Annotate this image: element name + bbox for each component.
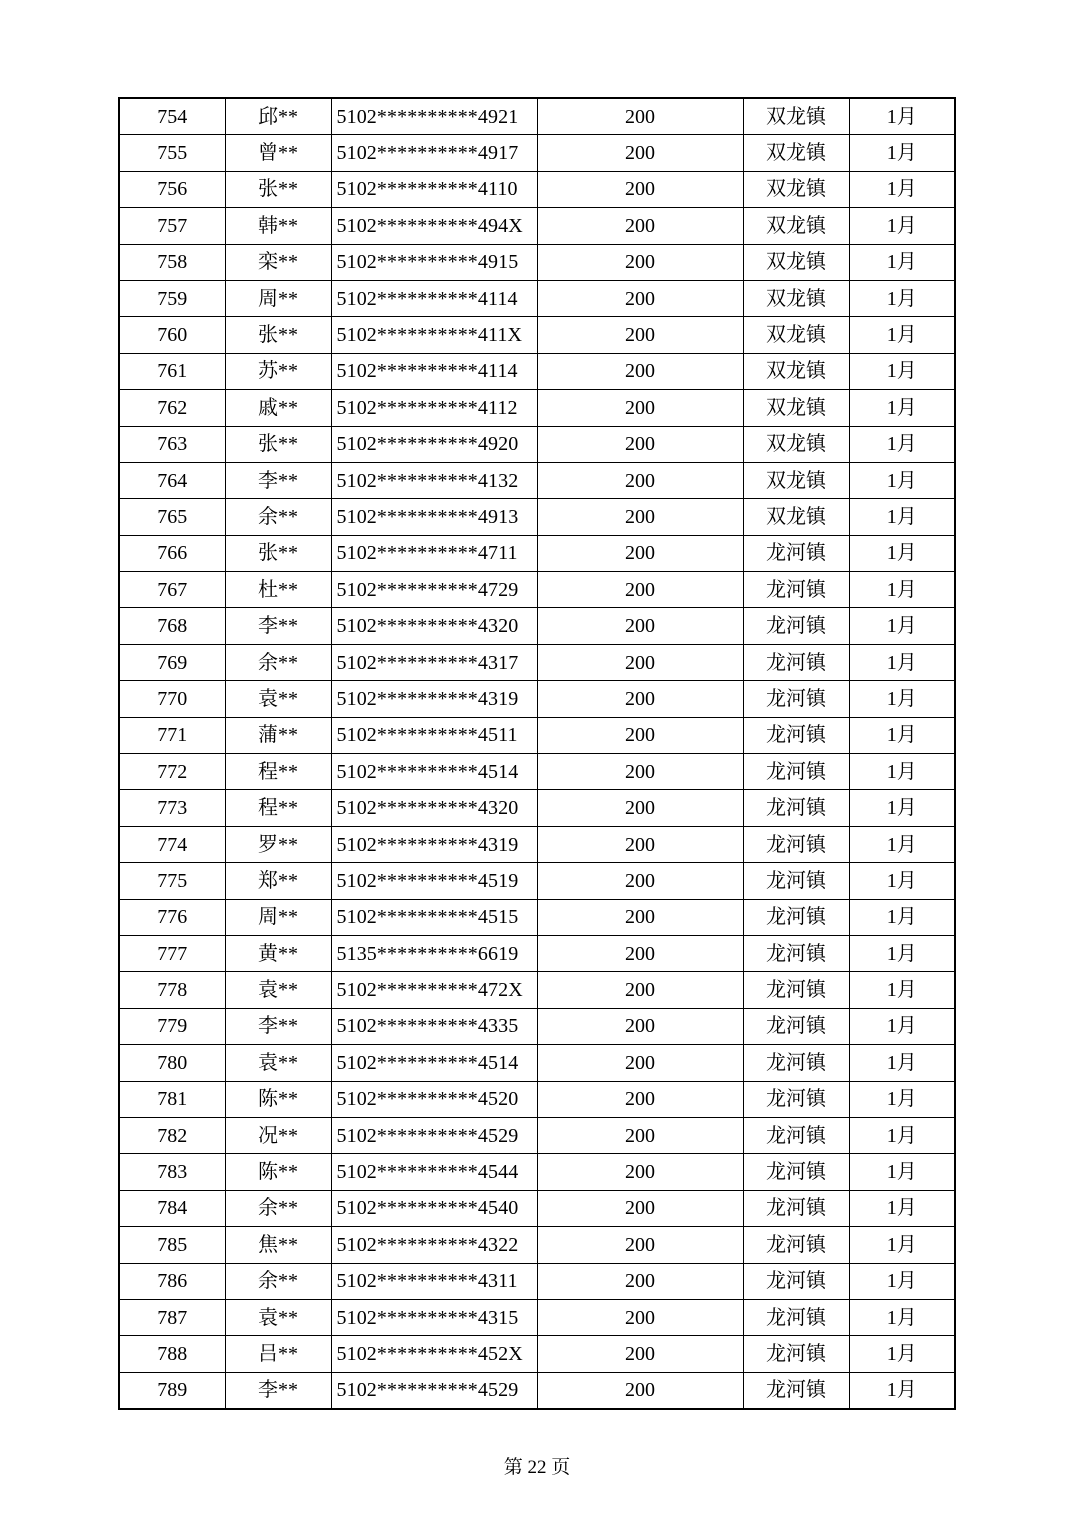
amount-cell: 200 <box>537 1372 743 1409</box>
month-cell: 1月 <box>849 1154 955 1190</box>
table-row <box>119 826 955 862</box>
town-cell: 龙河镇 <box>743 681 849 717</box>
id-number-cell: 5102**********4519 <box>331 863 537 899</box>
name-cell: 邱** <box>225 98 331 135</box>
amount-cell: 200 <box>537 899 743 935</box>
name-cell: 李** <box>225 1372 331 1409</box>
table-row <box>119 1154 955 1190</box>
town-cell: 双龙镇 <box>743 244 849 280</box>
amount-cell: 200 <box>537 1190 743 1226</box>
month-cell: 1月 <box>849 353 955 389</box>
row-number-cell: 789 <box>119 1372 225 1409</box>
id-number-cell: 5102**********494X <box>331 208 537 244</box>
id-number-cell: 5102**********4315 <box>331 1299 537 1335</box>
id-number-cell: 5135**********6619 <box>331 935 537 971</box>
table-row <box>119 1117 955 1153</box>
month-cell: 1月 <box>849 1227 955 1263</box>
table-row <box>119 972 955 1008</box>
roster-body <box>119 98 955 1409</box>
amount-cell: 200 <box>537 1263 743 1299</box>
id-number-cell: 5102**********4915 <box>331 244 537 280</box>
town-cell: 双龙镇 <box>743 171 849 207</box>
id-number-cell: 5102**********4132 <box>331 462 537 498</box>
row-number-cell: 778 <box>119 972 225 1008</box>
town-cell: 双龙镇 <box>743 353 849 389</box>
row-number-cell: 754 <box>119 98 225 135</box>
name-cell: 蒲** <box>225 717 331 753</box>
town-cell: 龙河镇 <box>743 1299 849 1335</box>
month-cell: 1月 <box>849 972 955 1008</box>
town-cell: 双龙镇 <box>743 499 849 535</box>
month-cell: 1月 <box>849 171 955 207</box>
amount-cell: 200 <box>537 135 743 171</box>
town-cell: 龙河镇 <box>743 1117 849 1153</box>
table-row <box>119 572 955 608</box>
month-cell: 1月 <box>849 681 955 717</box>
month-cell: 1月 <box>849 244 955 280</box>
name-cell: 袁** <box>225 1299 331 1335</box>
id-number-cell: 5102**********4515 <box>331 899 537 935</box>
town-cell: 龙河镇 <box>743 899 849 935</box>
row-number-cell: 766 <box>119 535 225 571</box>
row-number-cell: 755 <box>119 135 225 171</box>
row-number-cell: 779 <box>119 1008 225 1044</box>
name-cell: 李** <box>225 462 331 498</box>
table-row <box>119 644 955 680</box>
month-cell: 1月 <box>849 863 955 899</box>
id-number-cell: 5102**********411X <box>331 317 537 353</box>
name-cell: 余** <box>225 1263 331 1299</box>
table-row <box>119 390 955 426</box>
row-number-cell: 777 <box>119 935 225 971</box>
table-row <box>119 317 955 353</box>
row-number-cell: 782 <box>119 1117 225 1153</box>
amount-cell: 200 <box>537 1045 743 1081</box>
id-number-cell: 5102**********4319 <box>331 681 537 717</box>
row-number-cell: 771 <box>119 717 225 753</box>
month-cell: 1月 <box>849 717 955 753</box>
amount-cell: 200 <box>537 754 743 790</box>
name-cell: 袁** <box>225 972 331 1008</box>
table-row <box>119 608 955 644</box>
row-number-cell: 759 <box>119 280 225 316</box>
name-cell: 周** <box>225 899 331 935</box>
name-cell: 郑** <box>225 863 331 899</box>
amount-cell: 200 <box>537 1336 743 1372</box>
name-cell: 张** <box>225 171 331 207</box>
amount-cell: 200 <box>537 790 743 826</box>
table-row <box>119 426 955 462</box>
amount-cell: 200 <box>537 1299 743 1335</box>
amount-cell: 200 <box>537 644 743 680</box>
month-cell: 1月 <box>849 535 955 571</box>
amount-cell: 200 <box>537 499 743 535</box>
town-cell: 双龙镇 <box>743 317 849 353</box>
town-cell: 龙河镇 <box>743 826 849 862</box>
id-number-cell: 5102**********4320 <box>331 790 537 826</box>
month-cell: 1月 <box>849 935 955 971</box>
amount-cell: 200 <box>537 681 743 717</box>
table-row <box>119 98 955 135</box>
table-row <box>119 280 955 316</box>
amount-cell: 200 <box>537 572 743 608</box>
table-row <box>119 1190 955 1226</box>
amount-cell: 200 <box>537 863 743 899</box>
town-cell: 龙河镇 <box>743 1154 849 1190</box>
month-cell: 1月 <box>849 1372 955 1409</box>
roster-table <box>118 97 956 1410</box>
month-cell: 1月 <box>849 790 955 826</box>
id-number-cell: 5102**********4311 <box>331 1263 537 1299</box>
amount-cell: 200 <box>537 244 743 280</box>
page-footer-suffix: 页 <box>551 1457 571 1478</box>
amount-cell: 200 <box>537 280 743 316</box>
month-cell: 1月 <box>849 826 955 862</box>
id-number-cell: 5102**********4322 <box>331 1227 537 1263</box>
row-number-cell: 774 <box>119 826 225 862</box>
page-number: 22 <box>527 1457 547 1478</box>
row-number-cell: 784 <box>119 1190 225 1226</box>
town-cell: 双龙镇 <box>743 135 849 171</box>
id-number-cell: 5102**********4320 <box>331 608 537 644</box>
table-row <box>119 899 955 935</box>
row-number-cell: 786 <box>119 1263 225 1299</box>
town-cell: 龙河镇 <box>743 1190 849 1226</box>
month-cell: 1月 <box>849 1263 955 1299</box>
table-row <box>119 1045 955 1081</box>
table-row <box>119 535 955 571</box>
id-number-cell: 5102**********4335 <box>331 1008 537 1044</box>
row-number-cell: 772 <box>119 754 225 790</box>
amount-cell: 200 <box>537 462 743 498</box>
town-cell: 龙河镇 <box>743 644 849 680</box>
id-number-cell: 5102**********4114 <box>331 280 537 316</box>
name-cell: 韩** <box>225 208 331 244</box>
town-cell: 双龙镇 <box>743 98 849 135</box>
town-cell: 龙河镇 <box>743 1045 849 1081</box>
month-cell: 1月 <box>849 608 955 644</box>
month-cell: 1月 <box>849 208 955 244</box>
table-row <box>119 1263 955 1299</box>
id-number-cell: 5102**********4917 <box>331 135 537 171</box>
town-cell: 龙河镇 <box>743 935 849 971</box>
name-cell: 曾** <box>225 135 331 171</box>
table-row <box>119 1336 955 1372</box>
name-cell: 张** <box>225 317 331 353</box>
town-cell: 龙河镇 <box>743 572 849 608</box>
name-cell: 程** <box>225 754 331 790</box>
name-cell: 袁** <box>225 1045 331 1081</box>
name-cell: 陈** <box>225 1154 331 1190</box>
amount-cell: 200 <box>537 1227 743 1263</box>
table-row <box>119 1372 955 1409</box>
name-cell: 栾** <box>225 244 331 280</box>
name-cell: 陈** <box>225 1081 331 1117</box>
town-cell: 双龙镇 <box>743 208 849 244</box>
table-row <box>119 863 955 899</box>
row-number-cell: 773 <box>119 790 225 826</box>
month-cell: 1月 <box>849 644 955 680</box>
town-cell: 龙河镇 <box>743 608 849 644</box>
town-cell: 龙河镇 <box>743 1081 849 1117</box>
month-cell: 1月 <box>849 1190 955 1226</box>
month-cell: 1月 <box>849 1117 955 1153</box>
amount-cell: 200 <box>537 535 743 571</box>
month-cell: 1月 <box>849 280 955 316</box>
town-cell: 龙河镇 <box>743 754 849 790</box>
name-cell: 李** <box>225 1008 331 1044</box>
name-cell: 余** <box>225 499 331 535</box>
name-cell: 杜** <box>225 572 331 608</box>
name-cell: 况** <box>225 1117 331 1153</box>
id-number-cell: 5102**********4729 <box>331 572 537 608</box>
table-row <box>119 681 955 717</box>
name-cell: 戚** <box>225 390 331 426</box>
town-cell: 双龙镇 <box>743 280 849 316</box>
name-cell: 张** <box>225 535 331 571</box>
page-footer-prefix: 第 <box>503 1457 523 1478</box>
town-cell: 龙河镇 <box>743 1372 849 1409</box>
month-cell: 1月 <box>849 98 955 135</box>
table-row <box>119 171 955 207</box>
amount-cell: 200 <box>537 1154 743 1190</box>
row-number-cell: 776 <box>119 899 225 935</box>
id-number-cell: 5102**********4520 <box>331 1081 537 1117</box>
table-row <box>119 1227 955 1263</box>
table-row <box>119 353 955 389</box>
id-number-cell: 5102**********4511 <box>331 717 537 753</box>
row-number-cell: 757 <box>119 208 225 244</box>
amount-cell: 200 <box>537 826 743 862</box>
month-cell: 1月 <box>849 572 955 608</box>
month-cell: 1月 <box>849 754 955 790</box>
month-cell: 1月 <box>849 899 955 935</box>
row-number-cell: 762 <box>119 390 225 426</box>
month-cell: 1月 <box>849 499 955 535</box>
town-cell: 龙河镇 <box>743 717 849 753</box>
table-row <box>119 1299 955 1335</box>
id-number-cell: 5102**********4514 <box>331 1045 537 1081</box>
name-cell: 余** <box>225 1190 331 1226</box>
id-number-cell: 5102**********4110 <box>331 171 537 207</box>
row-number-cell: 785 <box>119 1227 225 1263</box>
town-cell: 龙河镇 <box>743 1008 849 1044</box>
month-cell: 1月 <box>849 1045 955 1081</box>
month-cell: 1月 <box>849 135 955 171</box>
name-cell: 黄** <box>225 935 331 971</box>
id-number-cell: 5102**********4711 <box>331 535 537 571</box>
row-number-cell: 769 <box>119 644 225 680</box>
id-number-cell: 5102**********4540 <box>331 1190 537 1226</box>
row-number-cell: 760 <box>119 317 225 353</box>
month-cell: 1月 <box>849 1081 955 1117</box>
amount-cell: 200 <box>537 972 743 1008</box>
town-cell: 龙河镇 <box>743 1263 849 1299</box>
name-cell: 李** <box>225 608 331 644</box>
town-cell: 双龙镇 <box>743 390 849 426</box>
name-cell: 程** <box>225 790 331 826</box>
id-number-cell: 5102**********452X <box>331 1336 537 1372</box>
table-row <box>119 1008 955 1044</box>
id-number-cell: 5102**********4112 <box>331 390 537 426</box>
row-number-cell: 787 <box>119 1299 225 1335</box>
row-number-cell: 788 <box>119 1336 225 1372</box>
amount-cell: 200 <box>537 317 743 353</box>
table-row <box>119 790 955 826</box>
amount-cell: 200 <box>537 1081 743 1117</box>
row-number-cell: 758 <box>119 244 225 280</box>
table-row <box>119 754 955 790</box>
amount-cell: 200 <box>537 208 743 244</box>
id-number-cell: 5102**********4529 <box>331 1372 537 1409</box>
row-number-cell: 781 <box>119 1081 225 1117</box>
town-cell: 双龙镇 <box>743 462 849 498</box>
id-number-cell: 5102**********4317 <box>331 644 537 680</box>
row-number-cell: 783 <box>119 1154 225 1190</box>
amount-cell: 200 <box>537 171 743 207</box>
town-cell: 龙河镇 <box>743 863 849 899</box>
row-number-cell: 770 <box>119 681 225 717</box>
town-cell: 龙河镇 <box>743 535 849 571</box>
row-number-cell: 756 <box>119 171 225 207</box>
id-number-cell: 5102**********472X <box>331 972 537 1008</box>
id-number-cell: 5102**********4921 <box>331 98 537 135</box>
name-cell: 余** <box>225 644 331 680</box>
row-number-cell: 768 <box>119 608 225 644</box>
amount-cell: 200 <box>537 426 743 462</box>
month-cell: 1月 <box>849 317 955 353</box>
amount-cell: 200 <box>537 608 743 644</box>
month-cell: 1月 <box>849 1336 955 1372</box>
month-cell: 1月 <box>849 1299 955 1335</box>
amount-cell: 200 <box>537 353 743 389</box>
name-cell: 吕** <box>225 1336 331 1372</box>
town-cell: 双龙镇 <box>743 426 849 462</box>
table-row <box>119 935 955 971</box>
name-cell: 苏** <box>225 353 331 389</box>
id-number-cell: 5102**********4920 <box>331 426 537 462</box>
id-number-cell: 5102**********4544 <box>331 1154 537 1190</box>
table-row <box>119 208 955 244</box>
table-row <box>119 135 955 171</box>
amount-cell: 200 <box>537 935 743 971</box>
row-number-cell: 763 <box>119 426 225 462</box>
table-row <box>119 244 955 280</box>
month-cell: 1月 <box>849 462 955 498</box>
town-cell: 龙河镇 <box>743 790 849 826</box>
table-row <box>119 1081 955 1117</box>
row-number-cell: 764 <box>119 462 225 498</box>
amount-cell: 200 <box>537 1117 743 1153</box>
id-number-cell: 5102**********4913 <box>331 499 537 535</box>
amount-cell: 200 <box>537 98 743 135</box>
page-footer <box>0 1457 1074 1479</box>
id-number-cell: 5102**********4529 <box>331 1117 537 1153</box>
amount-cell: 200 <box>537 1008 743 1044</box>
row-number-cell: 761 <box>119 353 225 389</box>
table-row <box>119 717 955 753</box>
town-cell: 龙河镇 <box>743 972 849 1008</box>
name-cell: 焦** <box>225 1227 331 1263</box>
amount-cell: 200 <box>537 390 743 426</box>
town-cell: 龙河镇 <box>743 1336 849 1372</box>
row-number-cell: 767 <box>119 572 225 608</box>
month-cell: 1月 <box>849 390 955 426</box>
table-row <box>119 499 955 535</box>
amount-cell: 200 <box>537 717 743 753</box>
id-number-cell: 5102**********4514 <box>331 754 537 790</box>
row-number-cell: 780 <box>119 1045 225 1081</box>
id-number-cell: 5102**********4319 <box>331 826 537 862</box>
name-cell: 张** <box>225 426 331 462</box>
month-cell: 1月 <box>849 1008 955 1044</box>
id-number-cell: 5102**********4114 <box>331 353 537 389</box>
town-cell: 龙河镇 <box>743 1227 849 1263</box>
table-row <box>119 462 955 498</box>
month-cell: 1月 <box>849 426 955 462</box>
name-cell: 罗** <box>225 826 331 862</box>
name-cell: 周** <box>225 280 331 316</box>
row-number-cell: 775 <box>119 863 225 899</box>
row-number-cell: 765 <box>119 499 225 535</box>
name-cell: 袁** <box>225 681 331 717</box>
